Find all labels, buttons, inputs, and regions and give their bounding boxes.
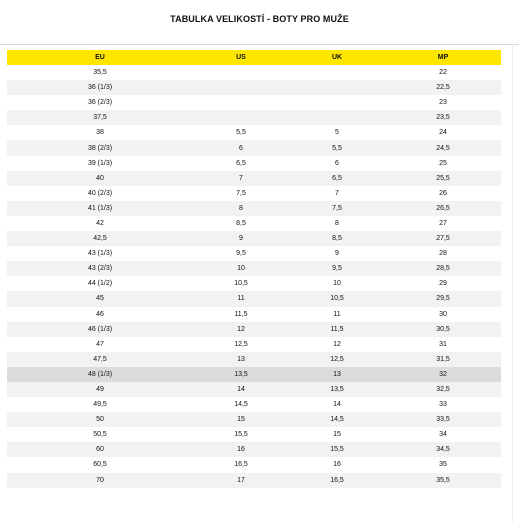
- cell-mp: 35,5: [385, 473, 501, 488]
- table-row: [7, 427, 501, 442]
- cell-uk: 9,5: [289, 261, 385, 276]
- header-uk: UK: [289, 50, 385, 65]
- scrollbar-track[interactable]: [512, 44, 513, 522]
- header-mp: MP: [385, 50, 501, 65]
- cell-us: 10: [193, 261, 289, 276]
- cell-eu: 70: [7, 473, 193, 488]
- cell-us: [193, 80, 289, 95]
- cell-eu: 38: [7, 125, 193, 140]
- cell-mp: 34: [385, 427, 501, 442]
- cell-uk: 15: [289, 427, 385, 442]
- table-row: [7, 276, 501, 291]
- header-us: US: [193, 50, 289, 65]
- table-row: [7, 216, 501, 231]
- cell-mp: 28: [385, 246, 501, 261]
- cell-mp: 26: [385, 186, 501, 201]
- cell-mp: 30: [385, 307, 501, 322]
- cell-mp: 23,5: [385, 110, 501, 125]
- cell-uk: 7,5: [289, 201, 385, 216]
- cell-uk: 13,5: [289, 382, 385, 397]
- cell-us: 12,5: [193, 337, 289, 352]
- cell-us: 7,5: [193, 186, 289, 201]
- table-row: [7, 322, 501, 337]
- cell-uk: [289, 80, 385, 95]
- cell-eu: 47,5: [7, 352, 193, 367]
- page-title: TABULKA VELIKOSTÍ - BOTY PRO MUŽE: [170, 14, 349, 24]
- cell-eu: 36 (1/3): [7, 80, 193, 95]
- cell-uk: 16,5: [289, 473, 385, 488]
- table-row: [7, 231, 501, 246]
- cell-mp: 29,5: [385, 291, 501, 306]
- cell-uk: 6: [289, 156, 385, 171]
- cell-eu: 46 (1/3): [7, 322, 193, 337]
- cell-eu: 60,5: [7, 457, 193, 472]
- header-eu: EU: [7, 50, 193, 65]
- cell-eu: 50: [7, 412, 193, 427]
- table-header-row: [7, 50, 501, 65]
- cell-eu: 42: [7, 216, 193, 231]
- table-row: [7, 65, 501, 80]
- cell-mp: 29: [385, 276, 501, 291]
- cell-us: 9,5: [193, 246, 289, 261]
- cell-mp: 33,5: [385, 412, 501, 427]
- cell-mp: 25,5: [385, 171, 501, 186]
- table-row: [7, 307, 501, 322]
- cell-uk: 16: [289, 457, 385, 472]
- cell-us: 13,5: [193, 367, 289, 382]
- cell-mp: 33: [385, 397, 501, 412]
- cell-eu: 43 (2/3): [7, 261, 193, 276]
- cell-uk: 9: [289, 246, 385, 261]
- cell-uk: 5: [289, 125, 385, 140]
- cell-eu: 38 (2/3): [7, 140, 193, 155]
- cell-uk: 7: [289, 186, 385, 201]
- cell-mp: 25: [385, 156, 501, 171]
- table-row: [7, 80, 501, 95]
- table-row: [7, 125, 501, 140]
- cell-eu: 42,5: [7, 231, 193, 246]
- table-row: [7, 140, 501, 155]
- cell-us: 17: [193, 473, 289, 488]
- table-row: [7, 261, 501, 276]
- cell-mp: 34,5: [385, 442, 501, 457]
- cell-mp: 22,5: [385, 80, 501, 95]
- cell-uk: [289, 95, 385, 110]
- cell-mp: 26,5: [385, 201, 501, 216]
- cell-mp: 30,5: [385, 322, 501, 337]
- size-table: [7, 50, 501, 488]
- cell-uk: 13: [289, 367, 385, 382]
- cell-eu: 40 (2/3): [7, 186, 193, 201]
- cell-mp: 32: [385, 367, 501, 382]
- cell-uk: 11: [289, 307, 385, 322]
- cell-eu: 48 (1/3): [7, 367, 193, 382]
- cell-us: 5,5: [193, 125, 289, 140]
- cell-uk: 8,5: [289, 231, 385, 246]
- cell-uk: 5,5: [289, 140, 385, 155]
- cell-us: 8,5: [193, 216, 289, 231]
- cell-us: [193, 65, 289, 80]
- table-row: [7, 442, 501, 457]
- cell-eu: 37,5: [7, 110, 193, 125]
- cell-us: 16: [193, 442, 289, 457]
- table-row: [7, 201, 501, 216]
- cell-uk: 14,5: [289, 412, 385, 427]
- cell-us: 14: [193, 382, 289, 397]
- cell-eu: 46: [7, 307, 193, 322]
- cell-us: 11: [193, 291, 289, 306]
- cell-eu: 43 (1/3): [7, 246, 193, 261]
- cell-us: 7: [193, 171, 289, 186]
- table-row: [7, 171, 501, 186]
- cell-mp: 24,5: [385, 140, 501, 155]
- cell-eu: 39 (1/3): [7, 156, 193, 171]
- cell-eu: 35,5: [7, 65, 193, 80]
- cell-us: 8: [193, 201, 289, 216]
- cell-mp: 35: [385, 457, 501, 472]
- cell-mp: 23: [385, 95, 501, 110]
- cell-eu: 36 (2/3): [7, 95, 193, 110]
- cell-us: 6: [193, 140, 289, 155]
- table-row: [7, 95, 501, 110]
- cell-mp: 28,5: [385, 261, 501, 276]
- table-row: [7, 291, 501, 306]
- cell-us: [193, 110, 289, 125]
- cell-mp: 27: [385, 216, 501, 231]
- table-row: [7, 156, 501, 171]
- table-row: [7, 367, 501, 382]
- cell-uk: [289, 65, 385, 80]
- cell-us: 13: [193, 352, 289, 367]
- cell-us: 15,5: [193, 427, 289, 442]
- divider: [0, 44, 519, 45]
- cell-us: 16,5: [193, 457, 289, 472]
- cell-eu: 41 (1/3): [7, 201, 193, 216]
- cell-uk: [289, 110, 385, 125]
- cell-mp: 27,5: [385, 231, 501, 246]
- cell-uk: 6,5: [289, 171, 385, 186]
- cell-us: 10,5: [193, 276, 289, 291]
- cell-us: 12: [193, 322, 289, 337]
- cell-eu: 40: [7, 171, 193, 186]
- cell-uk: 8: [289, 216, 385, 231]
- table-row: [7, 337, 501, 352]
- cell-us: 14,5: [193, 397, 289, 412]
- cell-uk: 12,5: [289, 352, 385, 367]
- cell-eu: 50,5: [7, 427, 193, 442]
- cell-mp: 22: [385, 65, 501, 80]
- cell-uk: 15,5: [289, 442, 385, 457]
- cell-mp: 32,5: [385, 382, 501, 397]
- cell-uk: 10,5: [289, 291, 385, 306]
- cell-mp: 24: [385, 125, 501, 140]
- table-row: [7, 110, 501, 125]
- cell-mp: 31: [385, 337, 501, 352]
- cell-eu: 49: [7, 382, 193, 397]
- cell-mp: 31,5: [385, 352, 501, 367]
- table-row: [7, 382, 501, 397]
- table-row: [7, 397, 501, 412]
- cell-eu: 45: [7, 291, 193, 306]
- table-row: [7, 412, 501, 427]
- cell-eu: 60: [7, 442, 193, 457]
- cell-us: 11,5: [193, 307, 289, 322]
- cell-eu: 44 (1/2): [7, 276, 193, 291]
- table-row: [7, 246, 501, 261]
- cell-uk: 14: [289, 397, 385, 412]
- cell-us: 6,5: [193, 156, 289, 171]
- cell-us: 15: [193, 412, 289, 427]
- cell-uk: 12: [289, 337, 385, 352]
- cell-us: 9: [193, 231, 289, 246]
- table-row: [7, 186, 501, 201]
- cell-eu: 49,5: [7, 397, 193, 412]
- cell-us: [193, 95, 289, 110]
- table-row: [7, 457, 501, 472]
- table-row: [7, 352, 501, 367]
- cell-uk: 10: [289, 276, 385, 291]
- cell-uk: 11,5: [289, 322, 385, 337]
- cell-eu: 47: [7, 337, 193, 352]
- table-row: [7, 473, 501, 488]
